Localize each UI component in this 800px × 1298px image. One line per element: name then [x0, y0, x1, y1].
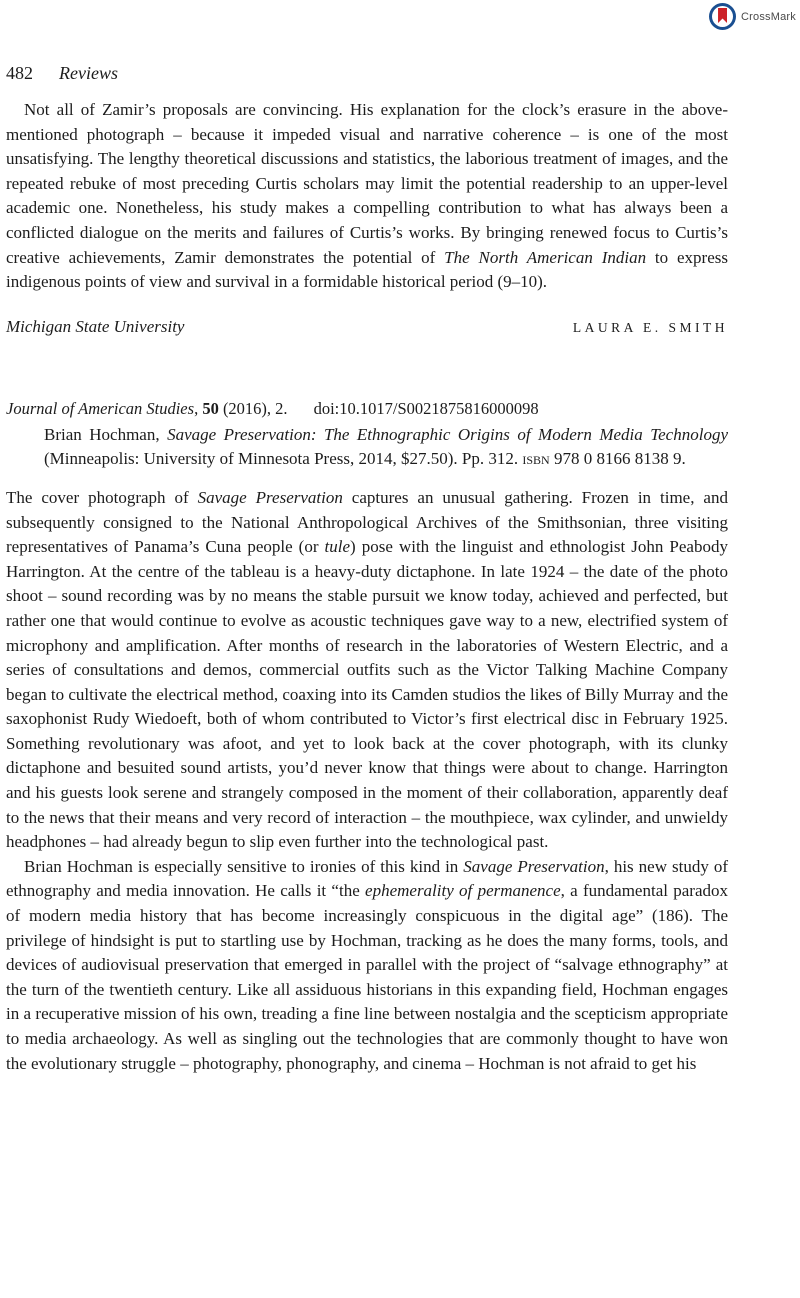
section-title: Reviews: [59, 63, 118, 83]
doi-link[interactable]: doi:10.1017/S0021875816000098: [313, 398, 539, 418]
running-head: [6, 62, 728, 84]
reviewer-attribution: [6, 317, 728, 337]
page-number: 482: [6, 63, 33, 83]
reviewer-affiliation: Michigan State University: [6, 316, 185, 336]
issue-info: (2016), 2.: [218, 398, 288, 418]
crossmark-label: CrossMark: [741, 10, 796, 23]
review-paragraph-2: Brian Hochman is especially sensitive to ironies of this kind in Savage Preservation, his new study of ethnography and media innovation. He calls it “the ephemerality of permanence, a fundamental paradox of modern media history that has become increasingly conspicuous in the digital age” (186). The privilege of hindsight is put to startling use by Hochman, tracking as he does the many forms, tools, and devices of audiovisual preservation that emerged in parallel with the project of “salvage ethnography” at the turn of the twentieth century. Like all assiduous historians in this expanding field, Hochman engages in a recuperative mission of his own, treading a fine line between nostalgia and the scepticism appropriate to media archaeology. As well as singling out the technologies that are commonly thought to have won the evolutionary struggle – photography, phonography, and cinema – Hochman is not afraid to get his: [6, 856, 729, 1073]
reviewer-name: LAURA E. SMITH: [572, 319, 728, 335]
citation-separator: ,: [194, 398, 203, 418]
review-paragraph-1: The cover photograph of Savage Preservation captures an unusual gathering. Frozen in time, and subsequently consigned to the National Anthropological Archives of the Smithsonian, three visiting representatives of Panama’s Cuna people (or tule) pose with the linguist and ethnologist John Peabody Harrington. At the centre of the tableau is a heavy-duty dictaphone. In late 1924 – the date of the photo shoot – sound recording was by no means the stable pursuit we know today, achieved and perfected, but rather one that would continue to evolve as acoustic techniques gave way to a new, electrified system of microphony and amplification. After months of research in the laboratories of Western Electric, and a series of consultations and demos, commercial outfits such as the Victor Talking Machine Company began to cultivate the electrical method, coaxing into its Camden studios the likes of Billy Murray and the saxophonist Rudy Wiedoeft, both of whom contributed to Victor’s first electrical disc in February 1925. Something revolutionary was afoot, and yet to look back at the cover photograph, with its clunky dictaphone and besuited sound artists, you’d never know that things were about to change. Harrington and his guests look serene and strangely composed in the moment of their collaboration, apparently deaf to the news that their means and very record of interaction – the mouthpiece, wax cylinder, and unwieldy headphones – had already begun to slip even further into the technological past.: [6, 487, 728, 852]
previous-review-closing-paragraph: Not all of Zamir’s proposals are convincing. His explanation for the clock’s erasure in the above-mentioned photograph – because it impeded visual and narrative coherence – is one of the most unsatisfying. The lengthy theoretical discussions and statistics, the laborious treatment of images, and the repeated rebuke of most preceding Curtis scholars may limit the potential readership to an upper-level academic one. Nonetheless, his study makes a compelling contribution to what has always been a conflicted dialogue on the merits and failures of Curtis’s works. By bringing renewed focus to Curtis’s creative achievements, Zamir demonstrates the potential of The North American Indian to express indigenous points of view and survival in a formidable historical period (9–10).: [6, 100, 728, 292]
journal-title: Journal of American Studies: [6, 398, 195, 418]
journal-page: [6, 0, 728, 1076]
article-citation: [6, 398, 728, 420]
volume-number: 50: [202, 398, 219, 418]
book-reference: Brian Hochman, Savage Preservation: The Ethnographic Origins of Modern Media Technology (Minneapolis: University of Minnesota Press, 2014, $27.50). Pp. 312. isbn 978 0 8166 8138 9.: [44, 424, 728, 469]
